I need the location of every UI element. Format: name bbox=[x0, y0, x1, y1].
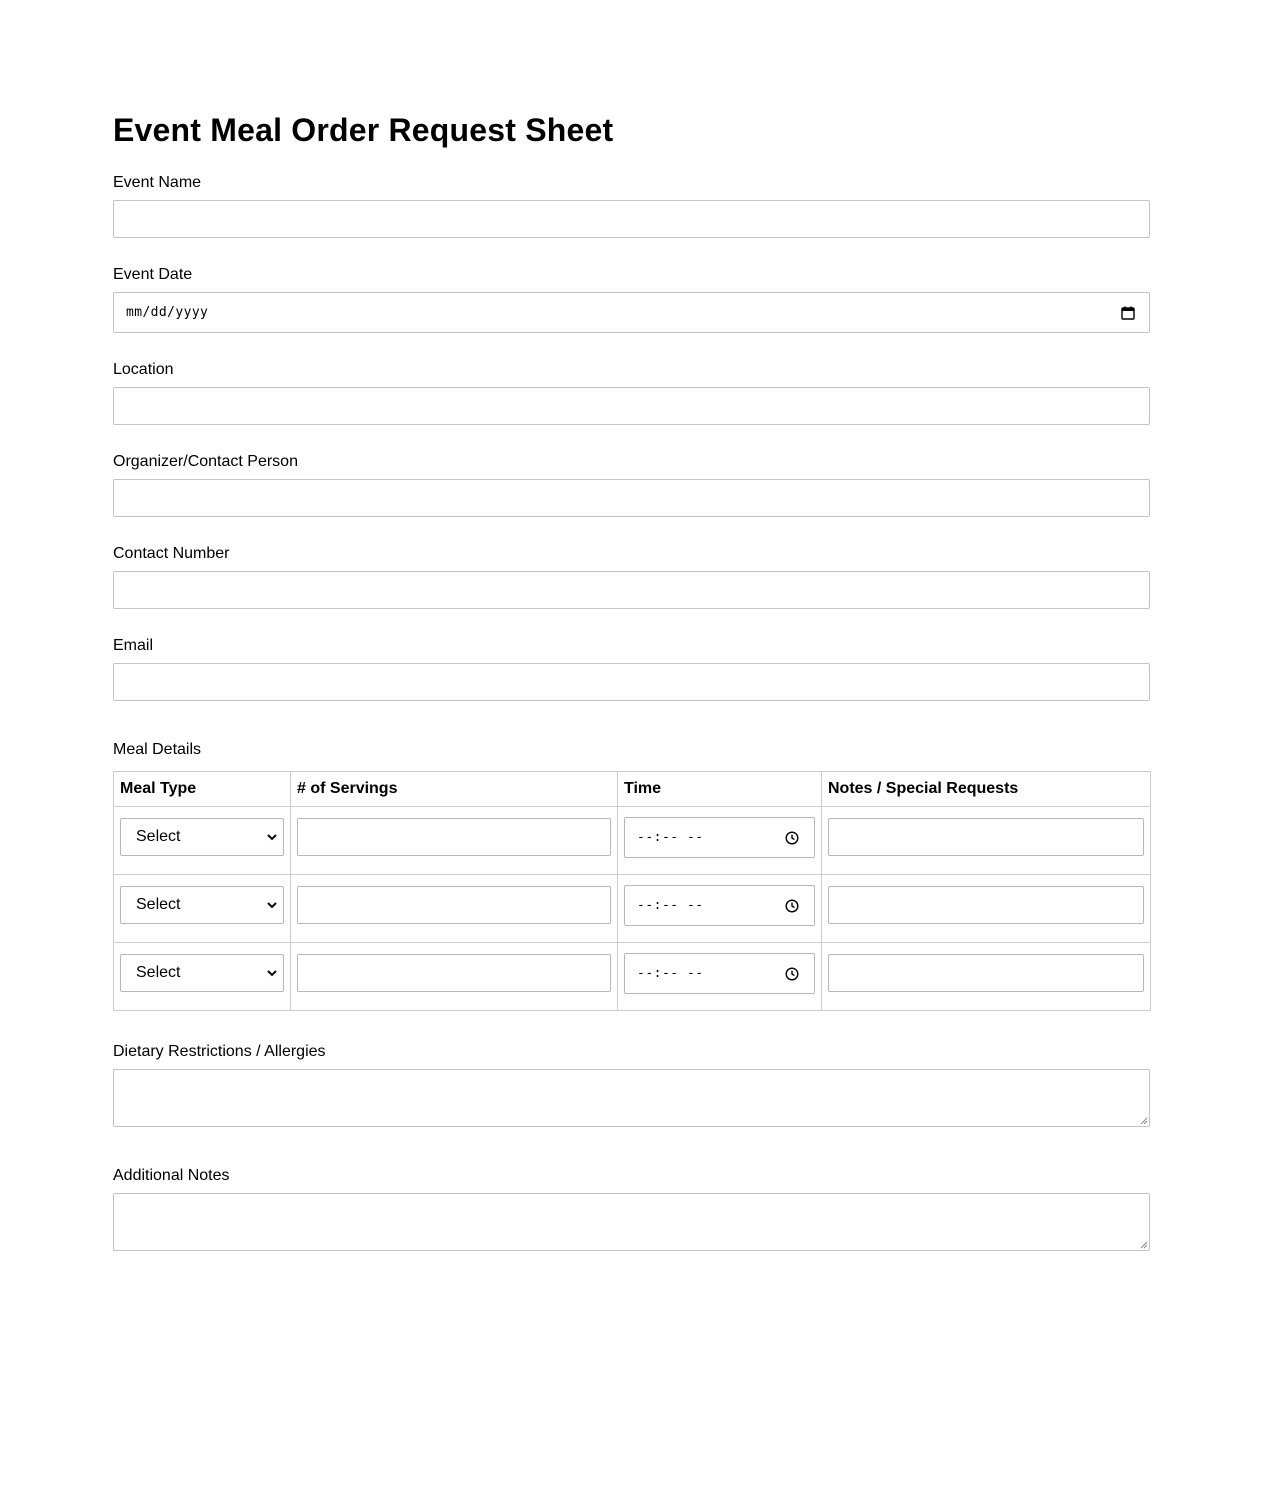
organizer-input[interactable] bbox=[113, 479, 1150, 517]
dietary-textarea[interactable] bbox=[113, 1069, 1150, 1127]
time-placeholder: --:-- -- bbox=[637, 898, 704, 913]
meal-type-select[interactable] bbox=[120, 818, 284, 856]
meal-type-select[interactable] bbox=[120, 886, 284, 924]
clock-icon[interactable] bbox=[785, 831, 799, 845]
time-placeholder: --:-- -- bbox=[637, 830, 704, 845]
notes-cell bbox=[822, 807, 1151, 875]
servings-input[interactable] bbox=[297, 886, 611, 924]
contact-number-input[interactable] bbox=[113, 571, 1150, 609]
column-header-meal-type: Meal Type bbox=[114, 772, 291, 807]
table-row bbox=[114, 807, 1151, 875]
time-input[interactable] bbox=[624, 953, 815, 994]
table-header-row bbox=[114, 772, 1151, 807]
time-input[interactable] bbox=[624, 817, 815, 858]
event-date-input[interactable] bbox=[113, 292, 1150, 333]
clock-icon[interactable] bbox=[785, 899, 799, 913]
servings-cell bbox=[291, 807, 618, 875]
meal-type-select[interactable] bbox=[120, 954, 284, 992]
table-row bbox=[114, 875, 1151, 943]
dietary-label: Dietary Restrictions / Allergies bbox=[113, 1043, 326, 1060]
email-input[interactable] bbox=[113, 663, 1150, 701]
event-name-label: Event Name bbox=[113, 174, 202, 191]
additional-notes-textarea[interactable] bbox=[113, 1193, 1150, 1251]
meal-details-table bbox=[113, 771, 1151, 1011]
chevron-down-icon bbox=[267, 834, 277, 841]
chevron-down-icon bbox=[267, 902, 277, 909]
notes-input[interactable] bbox=[828, 886, 1144, 924]
time-cell bbox=[618, 807, 822, 875]
servings-cell bbox=[291, 875, 618, 943]
meal-type-cell bbox=[114, 807, 291, 875]
clock-icon[interactable] bbox=[785, 967, 799, 981]
meal-type-selected: Select bbox=[136, 896, 181, 913]
column-header-notes: Notes / Special Requests bbox=[822, 772, 1151, 807]
email-label: Email bbox=[113, 637, 154, 654]
column-header-servings: # of Servings bbox=[291, 772, 618, 807]
meal-type-selected: Select bbox=[136, 964, 181, 981]
organizer-label: Organizer/Contact Person bbox=[113, 453, 298, 470]
meal-details-label: Meal Details bbox=[113, 741, 202, 758]
time-input[interactable] bbox=[624, 885, 815, 926]
chevron-down-icon bbox=[267, 970, 277, 977]
time-placeholder: --:-- -- bbox=[637, 966, 704, 981]
contact-number-label: Contact Number bbox=[113, 545, 230, 562]
meal-type-selected: Select bbox=[136, 828, 181, 845]
meal-type-cell bbox=[114, 875, 291, 943]
calendar-icon[interactable] bbox=[1121, 306, 1135, 320]
column-header-time: Time bbox=[618, 772, 822, 807]
location-input[interactable] bbox=[113, 387, 1150, 425]
event-date-placeholder: mm/dd/yyyy bbox=[126, 305, 209, 320]
event-name-input[interactable] bbox=[113, 200, 1150, 238]
resize-handle-icon[interactable] bbox=[1139, 1240, 1148, 1249]
notes-input[interactable] bbox=[828, 818, 1144, 856]
meal-type-cell bbox=[114, 943, 291, 1011]
notes-input[interactable] bbox=[828, 954, 1144, 992]
servings-input[interactable] bbox=[297, 818, 611, 856]
location-label: Location bbox=[113, 361, 174, 378]
time-cell bbox=[618, 875, 822, 943]
event-date-label: Event Date bbox=[113, 266, 193, 283]
table-row bbox=[114, 943, 1151, 1011]
resize-handle-icon[interactable] bbox=[1139, 1116, 1148, 1125]
time-cell bbox=[618, 943, 822, 1011]
page-title: Event Meal Order Request Sheet bbox=[113, 112, 614, 148]
notes-cell bbox=[822, 943, 1151, 1011]
servings-input[interactable] bbox=[297, 954, 611, 992]
additional-notes-label: Additional Notes bbox=[113, 1167, 230, 1184]
notes-cell bbox=[822, 875, 1151, 943]
servings-cell bbox=[291, 943, 618, 1011]
